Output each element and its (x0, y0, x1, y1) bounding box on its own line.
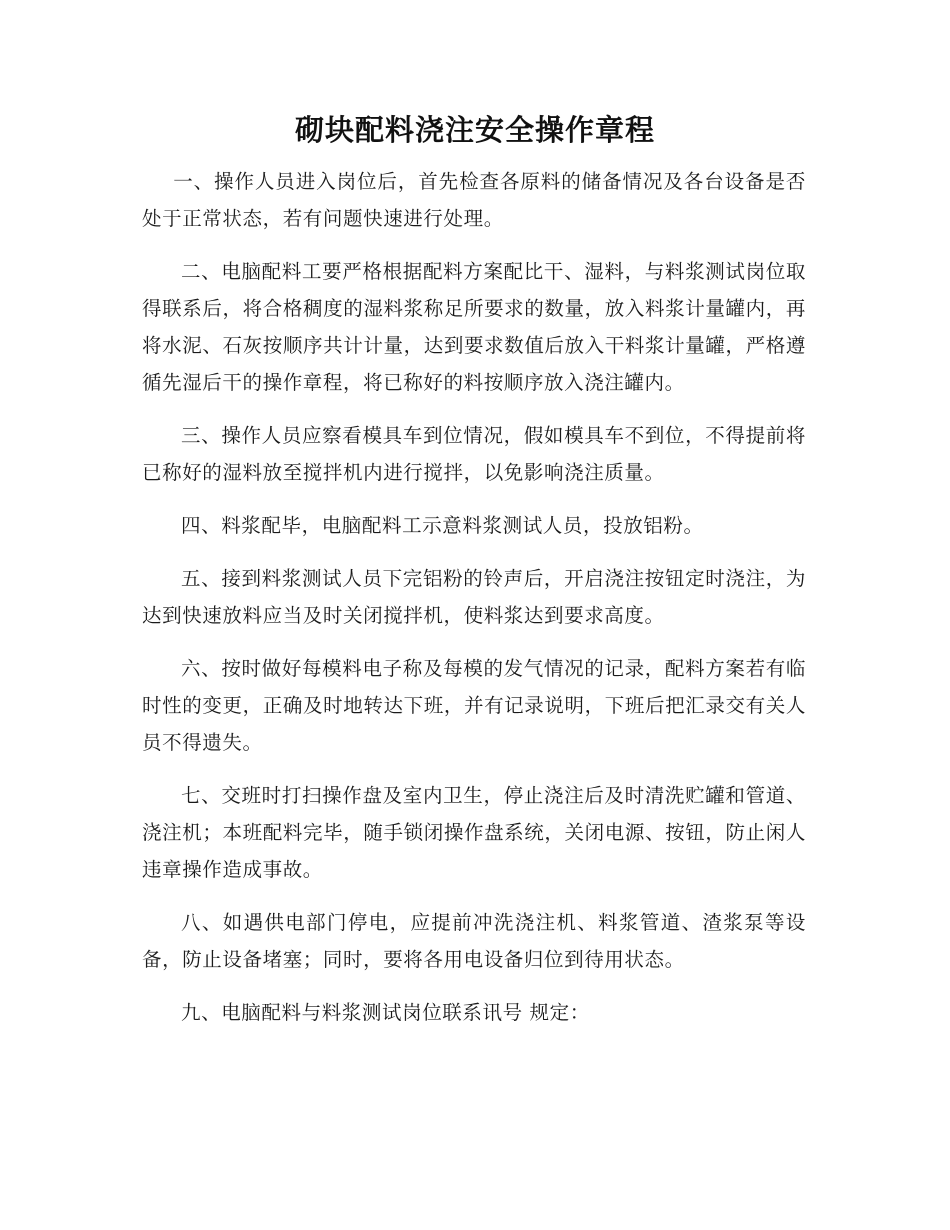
paragraph-8: 八、如遇供电部门停电，应提前冲洗浇注机、料浆管道、渣浆泵等设备，防止设备堵塞；同时，要将各用电设备归位到待用状态。 (142, 911, 806, 971)
paragraph-7: 七、交班时打扫操作盘及室内卫生，停止浇注后及时清洗贮罐和管道、浇注机；本班配料完毕，随手锁闭操作盘系统，关闭电源、按钮，防止闲人违章操作造成事故。 (142, 784, 806, 881)
paragraph-4: 四、料浆配毕，电脑配料工示意料浆测试人员，投放铝粉。 (181, 514, 704, 537)
paragraph-6: 六、按时做好每模料电子称及每模的发气情况的记录，配料方案若有临时性的变更，正确及时地转达下班，并有记录说明，下班后把汇录交有关人员不得遗失。 (142, 657, 806, 754)
paragraph-3: 三、操作人员应察看模具车到位情况，假如模具车不到位，不得提前将已称好的湿料放至搅拌机内进行搅拌，以免影响浇注质量。 (142, 424, 806, 484)
paragraph-1: 一、操作人员进入岗位后，首先检查各原料的储备情况及各台设备是否处于正常状态，若有问题快速进行处理。 (142, 170, 806, 230)
paragraph-2: 二、电脑配料工要严格根据配料方案配比干、湿料，与料浆测试岗位取得联系后，将合格稠度的湿料浆称足所要求的数量，放入料浆计量罐内，再将水泥、石灰按顺序共计计量，达到要求数值后放入干料浆计量罐，严格遵循先湿后干的操作章程，将已称好的料按顺序放入浇注罐内。 (142, 260, 806, 394)
document-body (142, 163, 806, 1047)
paragraph-9: 九、电脑配料与料浆测试岗位联系讯号 规定： (181, 1001, 590, 1024)
document-title: 砌块配料浇注安全操作章程 (294, 113, 655, 147)
paragraph-5: 五、接到料浆测试人员下完铝粉的铃声后，开启浇注按钮定时浇注，为达到快速放料应当及时关闭搅拌机，使料浆达到要求高度。 (142, 567, 806, 627)
